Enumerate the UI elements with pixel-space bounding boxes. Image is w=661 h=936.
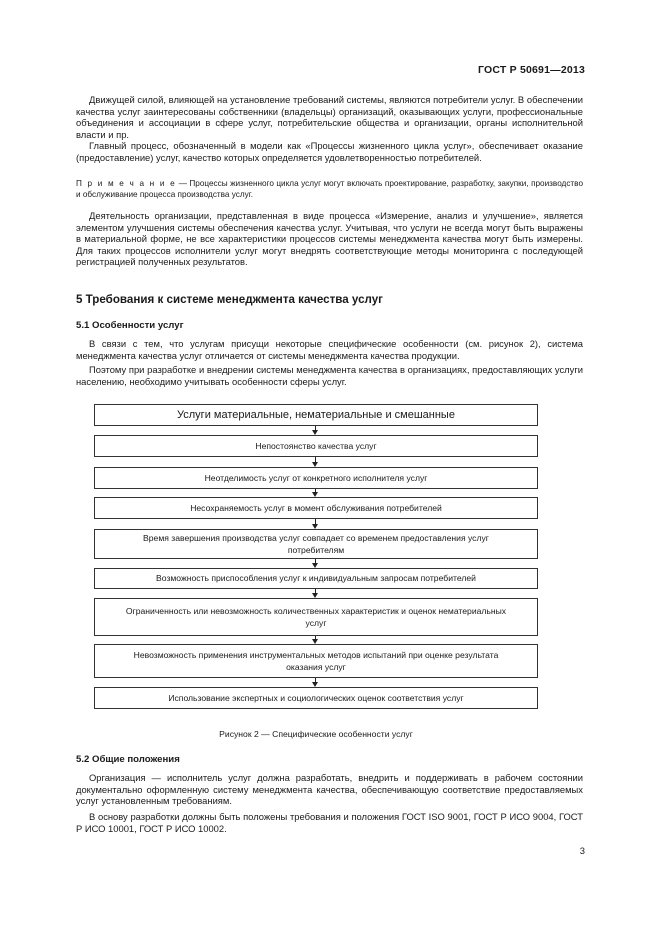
- figure-box-inseparability: Неотделимость услуг от конкретного исполнителя услуг: [94, 467, 538, 489]
- flow-arrow-icon: [315, 678, 317, 687]
- paragraph-main-process: Главный процесс, обозначенный в модели как «Процессы жизненного цикла услуг», обеспечивает оказание (предоставление) услуг, качество которых определяется удовлетворенностью потребителей.: [76, 140, 583, 163]
- flow-arrow-icon: [315, 457, 317, 467]
- flow-arrow-icon: [315, 519, 317, 529]
- note-text: — Процессы жизненного цикла услуг могут включать проектирование, разработку, закупки, производство и обслуживание процесса производства услуг.: [76, 179, 583, 199]
- paragraph-organization: Организация — исполнитель услуг должна разработать, внедрить и поддерживать в рабочем состоянии документально оформленную систему менеджмента качества, обеспечивающую соответствие предоставляемых услуг установленным требованиям.: [76, 772, 583, 807]
- figure-box-simultaneity: Время завершения производства услуг совпадает со временем предоставления услуг потребителям: [94, 529, 538, 559]
- figure-caption: Рисунок 2 — Специфические особенности услуг: [219, 729, 413, 739]
- note-label: П р и м е ч а н и е: [76, 179, 177, 188]
- figure-box-expert-assessment: Использование экспертных и социологических оценок соответствия услуг: [94, 687, 538, 709]
- paragraph-services-features: В связи с тем, что услугам присущи некоторые специфические особенности (см. рисунок 2), система менеджмента качества услуг отличается от системы менеджмента качества продукции.: [76, 338, 583, 361]
- flow-arrow-icon: [315, 589, 317, 598]
- section-5-title: 5 Требования к системе менеджмента качества услуг: [76, 293, 384, 306]
- figure-box-instrumental-methods: Невозможность применения инструментальных методов испытаний при оценке результата оказания услуг: [94, 644, 538, 678]
- paragraph-consumers: Движущей силой, влияющей на установление требований системы, являются потребители услуг. В обеспечении качества услуг заинтересованы собственники (владельцы) организаций, оказывающих услуги, профессиональные объединения и ассоциации в сфере услуг, потребительские общества и организации, органы исполнительной власти и пр.: [76, 94, 583, 140]
- section-5-1-title: 5.1 Особенности услуг: [76, 320, 184, 331]
- note: [76, 179, 583, 200]
- paragraph-measurement: Деятельность организации, представленная в виде процесса «Измерение, анализ и улучшение», является элементом улучшения системы обеспечения качества услуг. Учитывая, что услуги не всегда могут быть выражены в материальной форме, не все характеристики процессов системы менеджмента качества могут быть измерены. Для таких процессов исполнители услуг могут внедрять соответствующие методы мониторинга с последующей регистрацией полученных результатов.: [76, 210, 583, 268]
- figure-box-perishability: Несохраняемость услуг в момент обслуживания потребителей: [94, 497, 538, 519]
- figure-box-quality-inconsistency: Непостоянство качества услуг: [94, 435, 538, 457]
- figure-box-limited-quantitative: Ограниченность или невозможность количественных характеристик и оценок нематериальных услуг: [94, 598, 538, 636]
- flow-arrow-icon: [315, 636, 317, 644]
- figure-box-customization: Возможность приспособления услуг к индивидуальным запросам потребителей: [94, 568, 538, 589]
- flow-arrow-icon: [315, 489, 317, 497]
- paragraph-standards: В основу разработки должны быть положены требования и положения ГОСТ ISO 9001, ГОСТ Р ИСО 9004, ГОСТ Р ИСО 10001, ГОСТ Р ИСО 10002.: [76, 811, 583, 834]
- standard-code: ГОСТ Р 50691—2013: [477, 64, 585, 76]
- section-5-2-title: 5.2 Общие положения: [76, 754, 180, 765]
- paragraph-services-consider: Поэтому при разработке и внедрении системы менеджмента качества в организациях, предоставляющих услуги населению, необходимо учитывать особенности сферы услуг.: [76, 364, 583, 387]
- figure-box-service-types: Услуги материальные, нематериальные и смешанные: [94, 404, 538, 426]
- flow-arrow-icon: [315, 559, 317, 568]
- page-number: 3: [579, 845, 585, 856]
- flow-arrow-icon: [315, 426, 317, 435]
